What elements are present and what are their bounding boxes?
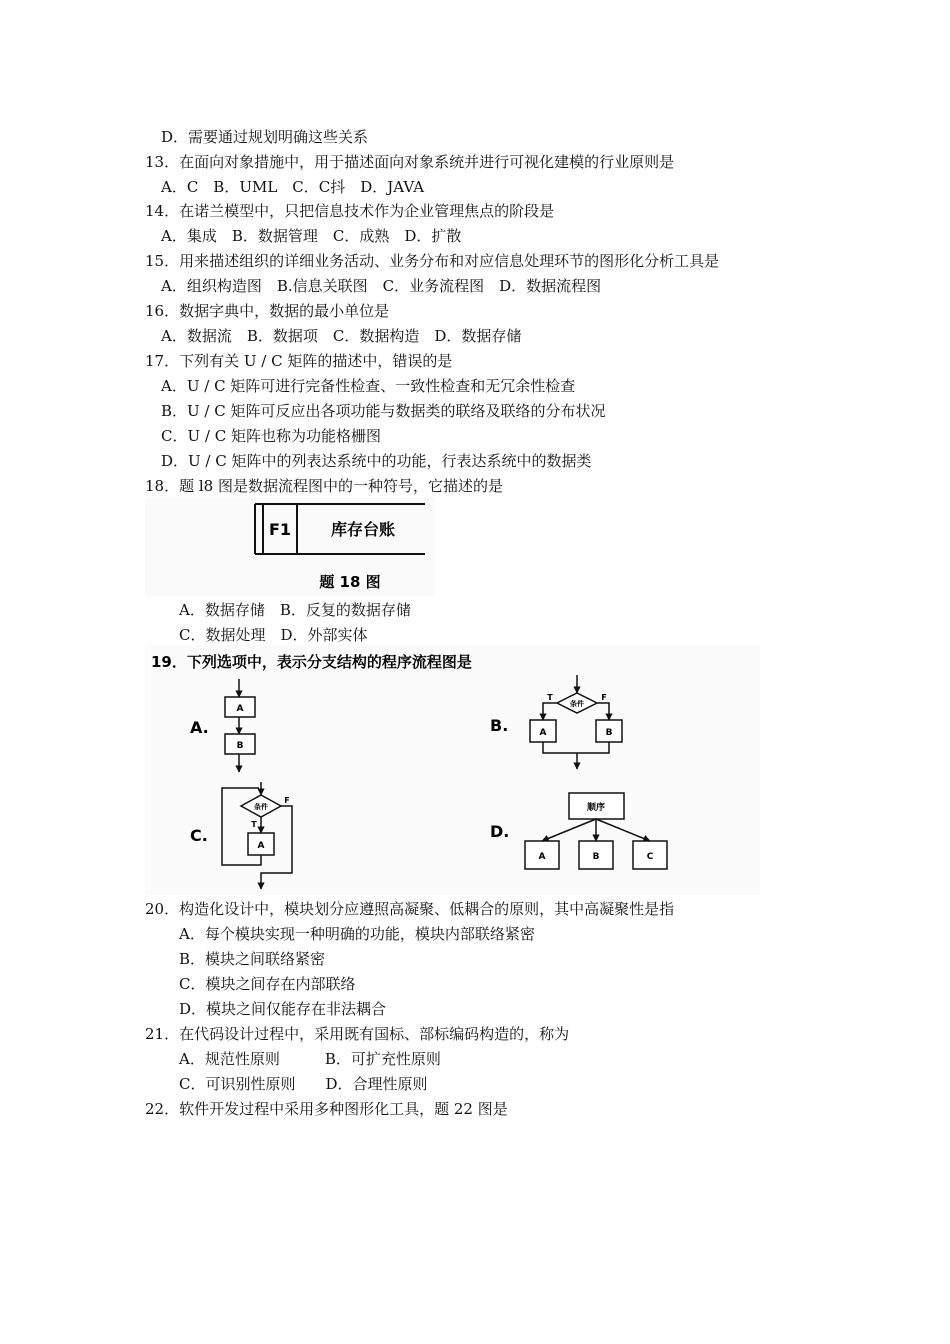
loop-true-mark: T: [251, 820, 257, 829]
q18-stem: 18．题 l8 图是数据流程图中的一种符号，它描述的是: [145, 477, 503, 495]
branch-box-a-label: A: [539, 728, 547, 738]
true-mark: T: [547, 693, 553, 702]
branch-box-b-label: B: [605, 728, 613, 738]
q20-option-a: A．每个模块实现一种明确的功能，模块内部联络紧密: [179, 925, 535, 943]
q17-option-b: B．U / C 矩阵可反应出各项功能与数据类的联络及联络的分布状况: [161, 402, 606, 420]
q17-option-c: C．U / C 矩阵也称为功能格栅图: [161, 427, 381, 445]
loop-false-mark: F: [284, 796, 290, 805]
q12-option-d: D．需要通过规划明确这些关系: [161, 128, 369, 146]
q16-options: A．数据流 B．数据项 C．数据构造 D．数据存储: [161, 327, 522, 345]
q19-stem: 19．下列选项中，表示分支结构的程序流程图是: [151, 653, 472, 671]
q18-figure: [145, 498, 435, 596]
condition-label: 条件: [570, 700, 584, 708]
q20-stem: 20．构造化设计中，模块划分应遵照高凝聚、低耦合的原则，其中高凝聚性是指: [145, 900, 675, 918]
q16-stem: 16．数据字典中，数据的最小单位是: [145, 302, 390, 320]
q18-options-row2: C．数据处理 D．外部实体: [179, 626, 368, 644]
q15-stem: 15．用来描述组织的详细业务活动、业务分布和对应信息处理环节的图形化分析工具是: [145, 252, 720, 270]
q20-option-c: C．模块之间存在内部联络: [179, 975, 356, 993]
option-c-label: C.: [190, 826, 208, 845]
q13-stem: 13．在面向对象措施中，用于描述面向对象系统并进行可视化建模的行业原则是: [145, 153, 675, 171]
q20-option-d: D．模块之间仅能存在非法耦合: [179, 1000, 387, 1018]
q17-option-a: A．U / C 矩阵可进行完备性检查、一致性检查和无冗余性检查: [161, 377, 576, 395]
q17-option-d: D．U / C 矩阵中的列表达系统中的功能，行表达系统中的数据类: [161, 452, 592, 470]
q18-options-row1: A．数据存储 B．反复的数据存储: [179, 601, 411, 619]
q13-options: A．C B．UML C．C抖 D．JAVA: [161, 178, 425, 196]
store-id-label: F1: [268, 520, 292, 539]
box-b-label: B: [236, 741, 244, 751]
q21-stem: 21．在代码设计过程中，采用既有国标、部标编码构造的，称为: [145, 1025, 570, 1043]
loop-condition-label: 条件: [254, 803, 268, 811]
q21-options-row1: A．规范性原则 B．可扩充性原则: [179, 1050, 441, 1068]
q18-caption: 题 18 图: [319, 573, 381, 591]
q19-figure: [145, 645, 760, 895]
option-a-label: A.: [190, 718, 209, 737]
q20-option-b: B．模块之间联络紧密: [179, 950, 326, 968]
q15-options: A．组织构造图 B.信息关联图 C．业务流程图 D．数据流程图: [161, 277, 602, 295]
option-b-label: B.: [490, 716, 509, 735]
tree-box-b-label: B: [592, 852, 600, 862]
sequence-label: 顺序: [586, 803, 606, 813]
q14-stem: 14．在诺兰模型中，只把信息技术作为企业管理焦点的阶段是: [145, 202, 555, 220]
tree-box-c-label: C: [646, 852, 654, 862]
q14-options: A．集成 B．数据管理 C．成熟 D．扩散: [161, 227, 462, 245]
box-a-label: A: [236, 704, 244, 714]
tree-box-a-label: A: [538, 852, 546, 862]
loop-box-a-label: A: [257, 841, 265, 851]
q21-options-row2: C．可识别性原则 D．合理性原则: [179, 1075, 428, 1093]
false-mark: F: [601, 693, 607, 702]
store-name-label: 库存台账: [330, 520, 396, 539]
q22-stem: 22．软件开发过程中采用多种图形化工具，题 22 图是: [145, 1100, 508, 1118]
q17-stem: 17．下列有关 U / C 矩阵的描述中，错误的是: [145, 352, 453, 370]
option-d-label: D.: [490, 822, 510, 841]
